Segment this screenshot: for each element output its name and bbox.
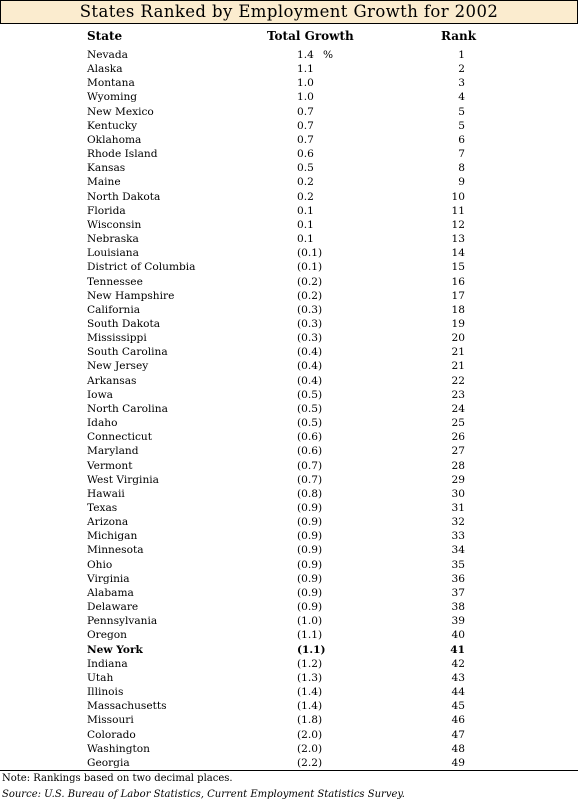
total-growth-value: (0.1)	[297, 261, 323, 274]
table-row	[0, 628, 578, 642]
rank-value: 18	[451, 303, 465, 316]
total-growth-value: 0.5	[297, 162, 314, 175]
rank-value: 20	[451, 332, 465, 345]
table-row	[0, 105, 578, 119]
table-row	[0, 643, 578, 657]
state-name: Illinois	[87, 686, 124, 699]
total-growth-value: 0.1	[297, 204, 314, 217]
state-name: New Hampshire	[87, 289, 175, 302]
table-row	[0, 204, 578, 218]
table-row	[0, 90, 578, 104]
total-growth-value: 0.7	[297, 119, 314, 132]
total-growth-value: (0.7)	[297, 473, 323, 486]
state-name: California	[87, 303, 141, 316]
table-row	[0, 289, 578, 303]
state-name: Maryland	[87, 445, 139, 458]
state-name: West Virginia	[87, 473, 159, 486]
state-name: South Dakota	[87, 317, 161, 330]
rank-value: 8	[458, 162, 465, 175]
table-row	[0, 713, 578, 727]
rank-value: 44	[451, 686, 465, 699]
header-rank: Rank	[441, 29, 477, 43]
rank-value: 11	[451, 204, 465, 217]
table-header	[0, 29, 578, 45]
rank-value: 40	[451, 629, 465, 642]
table-row	[0, 317, 578, 331]
rank-value: 29	[451, 473, 465, 486]
total-growth-value: (0.9)	[297, 572, 323, 585]
rank-value: 1	[458, 49, 465, 61]
rank-value: 22	[451, 374, 465, 387]
state-name: Wisconsin	[87, 218, 142, 231]
state-name: Missouri	[87, 714, 134, 727]
rank-value: 10	[451, 190, 465, 203]
rank-value: 33	[451, 530, 465, 543]
table-row	[0, 402, 578, 416]
state-name: Alaska	[87, 63, 123, 76]
total-growth-value: (0.2)	[297, 275, 323, 288]
state-name: Hawaii	[87, 487, 125, 500]
state-name: Maine	[87, 176, 121, 189]
state-name: Massachusetts	[87, 700, 167, 713]
rank-value: 43	[451, 671, 465, 684]
table-row	[0, 133, 578, 147]
state-name: Arkansas	[87, 374, 137, 387]
total-growth-value: (1.1)	[297, 629, 323, 642]
rank-value: 15	[451, 261, 465, 274]
table-row	[0, 246, 578, 260]
table-row	[0, 232, 578, 246]
rank-value: 47	[451, 728, 465, 741]
total-growth-value: (0.9)	[297, 586, 323, 599]
table-row	[0, 558, 578, 572]
total-growth-value: (0.5)	[297, 402, 323, 415]
total-growth-value: (2.0)	[297, 742, 323, 755]
rank-value: 26	[451, 431, 465, 444]
rank-value: 3	[458, 77, 465, 90]
state-name: Minnesota	[87, 544, 144, 557]
total-growth-value: (0.7)	[297, 459, 323, 472]
total-growth-value: 0.7	[297, 133, 314, 146]
rank-value: 6	[458, 133, 465, 146]
total-growth-value: 1.1	[297, 63, 314, 76]
total-growth-value: (0.1)	[297, 247, 323, 260]
table-row	[0, 671, 578, 685]
rank-value: 4	[458, 91, 465, 104]
table-row	[0, 374, 578, 388]
total-growth-value: 0.2	[297, 176, 314, 189]
table-row	[0, 529, 578, 543]
rank-value: 27	[451, 445, 465, 458]
total-growth-value: (1.8)	[297, 714, 323, 727]
rank-value: 36	[451, 572, 465, 585]
total-growth-value: (0.3)	[297, 332, 323, 345]
state-name: Ohio	[87, 558, 113, 571]
total-growth-value: 0.7	[297, 105, 314, 118]
table-row	[0, 515, 578, 529]
total-growth-value: (1.1)	[297, 643, 326, 656]
state-name: Virginia	[87, 572, 130, 585]
table-row	[0, 600, 578, 614]
table-row	[0, 161, 578, 175]
total-growth-value: (1.3)	[297, 671, 323, 684]
total-growth-value: (1.4)	[297, 686, 323, 699]
total-growth-value: (0.9)	[297, 544, 323, 557]
table-row	[0, 459, 578, 473]
total-growth-value: (0.9)	[297, 516, 323, 529]
total-growth-value: 0.1	[297, 218, 314, 231]
state-name: New Mexico	[87, 105, 154, 118]
total-growth-value: (0.9)	[297, 502, 323, 514]
table-title: States Ranked by Employment Growth for 2002	[0, 0, 578, 24]
rank-value: 41	[450, 643, 465, 656]
table-row	[0, 62, 578, 76]
state-name: Delaware	[87, 601, 139, 614]
total-growth-value: 0.6	[297, 148, 314, 161]
rank-value: 37	[451, 586, 465, 599]
state-name: Indiana	[87, 657, 128, 670]
table-body	[0, 48, 578, 770]
footer-divider	[0, 770, 578, 771]
header-state: State	[87, 29, 123, 43]
table-row	[0, 699, 578, 713]
state-name: New York	[87, 643, 143, 656]
state-name: Oregon	[87, 629, 128, 642]
total-growth-value: 0.2	[297, 190, 314, 203]
state-name: Wyoming	[87, 91, 138, 104]
state-name: Georgia	[87, 756, 130, 769]
rank-value: 32	[451, 516, 465, 529]
table-row	[0, 190, 578, 204]
state-name: Montana	[87, 77, 135, 90]
header-total-growth: Total Growth	[267, 29, 354, 43]
rank-value: 24	[451, 402, 465, 415]
table-row	[0, 218, 578, 232]
total-growth-value: (0.6)	[297, 445, 323, 458]
total-growth-value: (0.2)	[297, 289, 323, 302]
footnote: Note: Rankings based on two decimal places.	[2, 773, 233, 784]
state-name: Pennsylvania	[87, 615, 158, 628]
table-row	[0, 756, 578, 770]
percent-unit: %	[323, 49, 334, 61]
state-name: Tennessee	[87, 275, 143, 288]
state-name: Mississippi	[87, 332, 147, 345]
rank-value: 17	[451, 289, 465, 302]
table-row	[0, 76, 578, 90]
table-row	[0, 586, 578, 600]
rank-value: 31	[451, 502, 465, 514]
rank-value: 5	[458, 119, 465, 132]
rank-value: 5	[458, 105, 465, 118]
state-name: North Dakota	[87, 190, 161, 203]
state-name: New Jersey	[87, 360, 149, 373]
total-growth-value: (0.6)	[297, 431, 323, 444]
state-name: Louisiana	[87, 247, 139, 260]
total-growth-value: (0.3)	[297, 317, 323, 330]
table-row	[0, 345, 578, 359]
rank-value: 34	[451, 544, 465, 557]
state-name: Colorado	[87, 728, 136, 741]
rank-value: 12	[451, 218, 465, 231]
table-row	[0, 728, 578, 742]
table-row	[0, 444, 578, 458]
table-row	[0, 416, 578, 430]
state-name: Arizona	[87, 516, 129, 529]
total-growth-value: (2.0)	[297, 728, 323, 741]
state-name: Michigan	[87, 530, 138, 543]
table-row	[0, 430, 578, 444]
state-name: Utah	[87, 671, 114, 684]
state-name: Oklahoma	[87, 133, 142, 146]
total-growth-value: 1.0	[297, 77, 314, 90]
total-growth-value: (0.5)	[297, 388, 323, 401]
rank-value: 21	[451, 346, 465, 359]
rank-value: 30	[451, 487, 465, 500]
table-row	[0, 572, 578, 586]
total-growth-value: (1.0)	[297, 615, 323, 628]
rank-value: 39	[451, 615, 465, 628]
total-growth-value: 0.1	[297, 233, 314, 246]
table-row	[0, 614, 578, 628]
rank-value: 28	[451, 459, 465, 472]
table-row	[0, 473, 578, 487]
rank-value: 16	[451, 275, 465, 288]
state-name: Alabama	[87, 586, 134, 599]
total-growth-value: (0.3)	[297, 303, 323, 316]
state-name: District of Columbia	[87, 261, 196, 274]
total-growth-value: (0.5)	[297, 417, 323, 430]
state-name: Nebraska	[87, 233, 139, 246]
total-growth-value: (2.2)	[297, 756, 323, 769]
state-name: Vermont	[87, 459, 133, 472]
rank-value: 35	[451, 558, 465, 571]
total-growth-value: (0.9)	[297, 558, 323, 571]
total-growth-value: (1.4)	[297, 700, 323, 713]
total-growth-value: (0.4)	[297, 374, 323, 387]
state-name: North Carolina	[87, 402, 168, 415]
table-row	[0, 543, 578, 557]
state-name: Rhode Island	[87, 148, 158, 161]
table-row	[0, 260, 578, 274]
total-growth-value: 1.4	[297, 49, 314, 61]
rank-value: 13	[451, 233, 465, 246]
table-row	[0, 487, 578, 501]
rank-value: 45	[451, 700, 465, 713]
table-row	[0, 275, 578, 289]
total-growth-value: 1.0	[297, 91, 314, 104]
rank-value: 49	[451, 756, 465, 769]
total-growth-value: (1.2)	[297, 657, 323, 670]
state-name: Idaho	[87, 417, 118, 430]
rank-value: 42	[451, 657, 465, 670]
table-row	[0, 657, 578, 671]
table-row	[0, 331, 578, 345]
rank-value: 7	[458, 148, 465, 161]
total-growth-value: (0.9)	[297, 530, 323, 543]
total-growth-value: (0.4)	[297, 346, 323, 359]
state-name: Kansas	[87, 162, 126, 175]
rank-value: 9	[458, 176, 465, 189]
total-growth-value: (0.4)	[297, 360, 323, 373]
rank-value: 14	[451, 247, 465, 260]
table-row	[0, 359, 578, 373]
total-growth-value: (0.9)	[297, 601, 323, 614]
state-name: Washington	[87, 742, 150, 755]
rank-value: 19	[451, 317, 465, 330]
rank-value: 46	[451, 714, 465, 727]
rank-value: 21	[451, 360, 465, 373]
table-row	[0, 742, 578, 756]
state-name: Iowa	[87, 388, 113, 401]
state-name: Florida	[87, 204, 126, 217]
state-name: Nevada	[87, 49, 128, 61]
table-row	[0, 119, 578, 133]
state-name: South Carolina	[87, 346, 168, 359]
table-row	[0, 48, 578, 62]
table-row	[0, 501, 578, 515]
rank-value: 25	[451, 417, 465, 430]
rank-value: 38	[451, 601, 465, 614]
state-name: Kentucky	[87, 119, 138, 132]
table-row	[0, 685, 578, 699]
table-row	[0, 175, 578, 189]
rank-value: 2	[458, 63, 465, 76]
table-row	[0, 303, 578, 317]
table-row	[0, 388, 578, 402]
state-name: Connecticut	[87, 431, 152, 444]
rank-value: 23	[451, 388, 465, 401]
source-line: Source: U.S. Bureau of Labor Statistics, Current Employment Statistics Survey.	[2, 789, 405, 800]
rank-value: 48	[451, 742, 465, 755]
total-growth-value: (0.8)	[297, 487, 323, 500]
state-name: Texas	[87, 502, 118, 514]
table-row	[0, 147, 578, 161]
